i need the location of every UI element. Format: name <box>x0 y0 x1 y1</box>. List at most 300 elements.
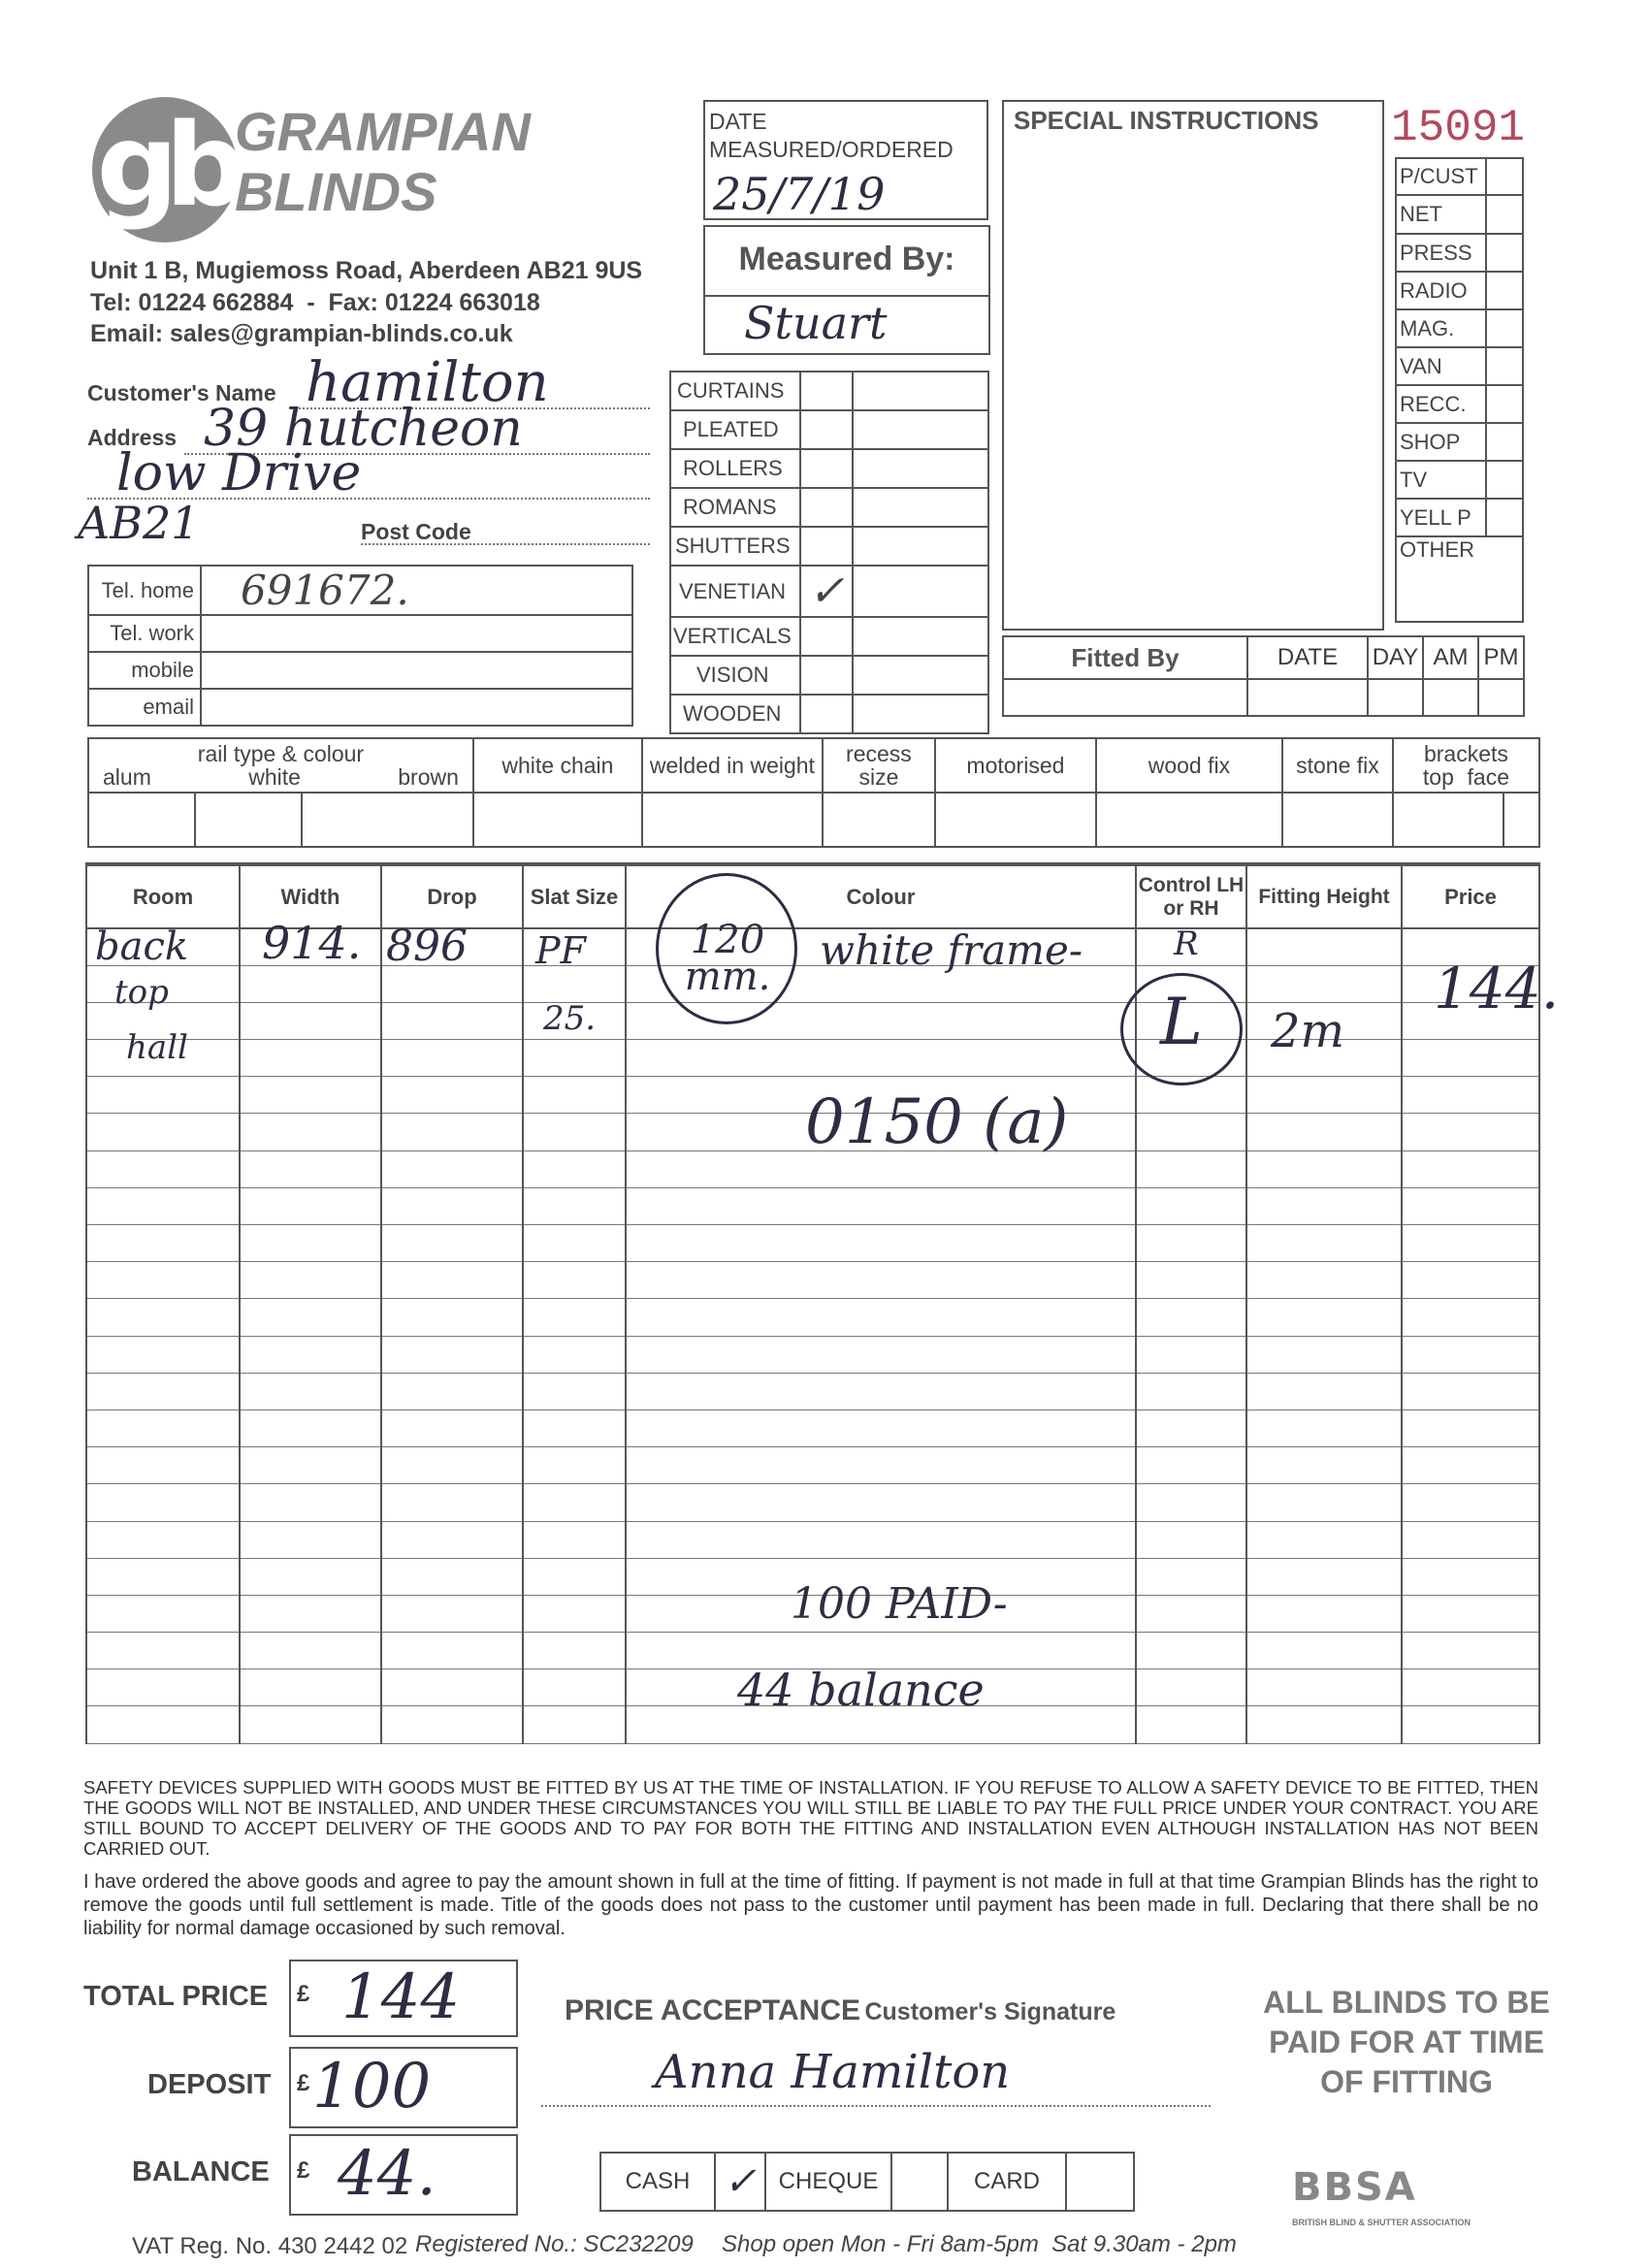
measured-by-box <box>703 225 990 355</box>
order-cell[interactable] <box>86 1409 240 1446</box>
order-cell[interactable] <box>523 1669 626 1706</box>
colour-code-note: 0150 (a) <box>805 1086 1069 1158</box>
deposit-value: 100 <box>312 2051 432 2122</box>
order-cell[interactable] <box>86 1595 240 1632</box>
order-cell[interactable] <box>523 1077 626 1114</box>
order-cell[interactable] <box>1246 1336 1402 1373</box>
order-cell[interactable] <box>1402 1040 1539 1077</box>
order-cell[interactable] <box>523 1558 626 1595</box>
source-label: RECC. <box>1396 385 1486 423</box>
brand-name-line1: GRAMPIAN <box>235 101 531 162</box>
company-email: Email: sales@grampian-blinds.co.uk <box>90 320 513 347</box>
order-cell[interactable] <box>1246 1409 1402 1446</box>
order-cell[interactable] <box>240 965 381 1002</box>
order-cell[interactable] <box>381 1150 523 1187</box>
option-cell[interactable] <box>823 793 935 847</box>
rail-alum-label: alum <box>103 764 151 790</box>
option-cell[interactable] <box>302 793 473 847</box>
order-cell[interactable] <box>240 1669 381 1706</box>
order-cell[interactable] <box>1246 1595 1402 1632</box>
cheque-checkbox[interactable] <box>891 2153 948 2211</box>
order-cell[interactable] <box>381 1114 523 1150</box>
source-label: PRESS <box>1396 234 1486 272</box>
product-type-check[interactable] <box>800 695 853 733</box>
option-cell[interactable] <box>1282 793 1393 847</box>
order-cell[interactable] <box>626 1262 1136 1299</box>
price-acceptance-label: PRICE ACCEPTANCE <box>565 1994 861 2026</box>
product-type-label: SHUTTERS <box>670 527 800 566</box>
order-row <box>86 1373 1539 1409</box>
order-cell[interactable] <box>626 1521 1136 1558</box>
price-value: 144. <box>1434 956 1560 1021</box>
order-cell[interactable] <box>1136 1409 1246 1446</box>
measured-by-label: Measured By: <box>705 227 988 297</box>
order-cell[interactable] <box>523 1225 626 1262</box>
phone-label: Tel. work <box>88 615 201 652</box>
order-cell[interactable] <box>1246 1150 1402 1187</box>
order-cell[interactable] <box>381 1262 523 1299</box>
white-chain-label: white chain <box>473 738 642 793</box>
order-cell[interactable] <box>1136 1299 1246 1336</box>
rail-brown-label: brown <box>398 764 459 790</box>
order-cell[interactable] <box>1246 1484 1402 1521</box>
card-checkbox[interactable] <box>1066 2153 1134 2211</box>
order-cell[interactable] <box>240 1336 381 1373</box>
order-cell[interactable] <box>523 1521 626 1558</box>
order-cell[interactable] <box>1402 1521 1539 1558</box>
product-type-table <box>669 371 989 734</box>
card-label: CARD <box>948 2153 1066 2211</box>
paid-note: 100 PAID- <box>791 1579 1008 1629</box>
bbsa-logo: BBSA <box>1292 2165 1417 2210</box>
product-type-label: ROLLERS <box>670 449 800 488</box>
safety-terms: SAFETY DEVICES SUPPLIED WITH GOODS MUST BE FITTED BY US AT THE TIME OF INSTALLATION. IF YOU REFUSE TO ALLOW A SAFETY DEVICE TO BE FITTED, THEN THE GOODS WILL NOT BE INSTALLED, AND UNDER THESE CIRCUMSTANCES YOU WILL STILL BE LIABLE TO PAY THE FULL PRICE UNDER YOUR CONTRACT. YOU ARE STILL BOUND TO ACCEPT DELIVERY OF THE GOODS AND TO PAY FOR BOTH THE FITTING AND INSTALLATION EVEN ALTHOUGH INSTALLATION HAS NOT BEEN CARRIED OUT. <box>83 1777 1538 1859</box>
source-label: TV <box>1396 461 1486 499</box>
date-box <box>703 100 988 220</box>
source-label: SHOP <box>1396 423 1486 461</box>
order-cell[interactable] <box>626 1409 1136 1446</box>
company-phone-fax: Tel: 01224 662884 - Fax: 01224 663018 <box>90 289 540 316</box>
order-cell[interactable] <box>1246 1521 1402 1558</box>
source-check[interactable] <box>1486 347 1523 385</box>
recess-size-label: recess size <box>823 738 935 793</box>
order-cell[interactable] <box>86 1706 240 1743</box>
product-type-label: VERTICALS <box>670 617 800 656</box>
fitted-date-label: DATE <box>1247 636 1368 679</box>
order-cell[interactable] <box>626 1299 1136 1336</box>
address-line2-value: low Drive <box>116 444 362 502</box>
order-cell[interactable] <box>381 1002 523 1039</box>
option-cell[interactable] <box>195 793 302 847</box>
order-cell[interactable] <box>626 1225 1136 1262</box>
order-cell[interactable] <box>1246 1558 1402 1595</box>
special-instructions-box <box>1002 100 1384 631</box>
fitted-by-cell[interactable] <box>1003 679 1247 716</box>
source-check[interactable] <box>1486 272 1523 309</box>
order-cell[interactable] <box>240 1150 381 1187</box>
order-cell[interactable] <box>86 1336 240 1373</box>
deposit-label: DEPOSIT <box>147 2069 272 2100</box>
phone-label: Tel. home <box>88 566 201 615</box>
order-cell[interactable] <box>626 1484 1136 1521</box>
order-cell[interactable] <box>86 1558 240 1595</box>
order-cell[interactable] <box>1402 1447 1539 1484</box>
col-colour-header: Colour <box>626 864 1136 928</box>
order-cell[interactable] <box>523 1299 626 1336</box>
order-cell[interactable] <box>381 1706 523 1743</box>
order-cell[interactable] <box>240 1706 381 1743</box>
order-cell[interactable] <box>86 1077 240 1114</box>
order-cell[interactable] <box>1402 1595 1539 1632</box>
options-table <box>87 737 1540 848</box>
order-cell[interactable] <box>1402 1150 1539 1187</box>
order-cell[interactable] <box>240 1262 381 1299</box>
postcode-label: Post Code <box>361 519 471 544</box>
order-cell[interactable] <box>523 1633 626 1669</box>
col-drop-header: Drop <box>381 864 523 928</box>
order-cell[interactable] <box>1136 1114 1246 1150</box>
product-type-label: CURTAINS <box>670 372 800 410</box>
product-type-check[interactable] <box>800 410 853 449</box>
order-cell[interactable] <box>86 1262 240 1299</box>
control-value: L <box>1160 985 1203 1059</box>
source-check[interactable] <box>1486 309 1523 347</box>
order-cell[interactable] <box>1136 1706 1246 1743</box>
col-fitting-height-header: Fitting Height <box>1246 864 1402 928</box>
source-label: OTHER <box>1396 536 1523 622</box>
order-cell[interactable] <box>381 1299 523 1336</box>
source-label: NET <box>1396 195 1486 234</box>
fitted-day-label: DAY <box>1368 636 1423 679</box>
order-cell[interactable] <box>1246 1114 1402 1150</box>
colour-code-value: 120 mm. <box>684 918 771 999</box>
cash-checkbox[interactable]: ✓ <box>715 2153 765 2211</box>
phone-value <box>201 615 632 652</box>
fitted-day-cell[interactable] <box>1368 679 1423 716</box>
order-cell[interactable] <box>86 1633 240 1669</box>
order-cell[interactable] <box>523 1706 626 1743</box>
order-cell[interactable] <box>1402 1299 1539 1336</box>
payment-method-table <box>599 2152 1135 2212</box>
phone-value: 691672. <box>201 566 632 615</box>
order-cell[interactable] <box>1402 1114 1539 1150</box>
order-cell[interactable] <box>1402 1077 1539 1114</box>
order-cell[interactable] <box>86 1447 240 1484</box>
source-check[interactable] <box>1486 499 1523 536</box>
order-cell[interactable] <box>523 1262 626 1299</box>
order-cell[interactable] <box>381 1447 523 1484</box>
order-cell[interactable] <box>1402 1225 1539 1262</box>
balance-note: 44 balance <box>737 1664 985 1716</box>
source-label: MAG. <box>1396 309 1486 347</box>
option-cell[interactable] <box>1504 793 1539 847</box>
product-type-check[interactable] <box>800 656 853 695</box>
product-type-check[interactable] <box>800 527 853 566</box>
order-cell[interactable] <box>523 1409 626 1446</box>
source-check[interactable] <box>1486 461 1523 499</box>
order-cell[interactable] <box>1402 1373 1539 1409</box>
brackets-header <box>1393 738 1539 793</box>
order-cell[interactable] <box>381 1373 523 1409</box>
venetian-checkmark[interactable]: ✓ <box>800 566 853 617</box>
order-row <box>86 1262 1539 1299</box>
product-type-label: ROMANS <box>670 488 800 527</box>
order-cell[interactable] <box>381 1521 523 1558</box>
order-cell[interactable] <box>1402 1336 1539 1373</box>
option-cell[interactable] <box>935 793 1096 847</box>
order-cell[interactable] <box>1246 1225 1402 1262</box>
welded-weight-label: welded in weight <box>642 738 823 793</box>
rail-type-title: rail type & colour <box>197 741 365 766</box>
order-cell[interactable] <box>381 1040 523 1077</box>
fitted-am-cell[interactable] <box>1423 679 1478 716</box>
order-cell[interactable] <box>240 1521 381 1558</box>
order-cell[interactable] <box>240 1077 381 1114</box>
order-cell[interactable] <box>1136 1521 1246 1558</box>
slat-line-2: 25. <box>543 999 597 1038</box>
order-cell[interactable] <box>523 1336 626 1373</box>
address-label: Address <box>87 425 178 450</box>
product-type-check[interactable] <box>800 617 853 656</box>
order-cell[interactable] <box>1246 1633 1402 1669</box>
stone-fix-label: stone fix <box>1282 738 1393 793</box>
order-cell[interactable] <box>523 1595 626 1632</box>
fitted-date-cell[interactable] <box>1247 679 1368 716</box>
order-cell[interactable] <box>523 1447 626 1484</box>
fitted-am-label: AM <box>1423 636 1478 679</box>
order-cell[interactable] <box>1402 1633 1539 1669</box>
order-cell[interactable] <box>1246 1373 1402 1409</box>
room-line-2: top <box>114 973 169 1012</box>
order-cell[interactable] <box>1402 1409 1539 1446</box>
order-cell[interactable] <box>1136 1150 1246 1187</box>
option-cell[interactable] <box>473 793 642 847</box>
order-cell[interactable] <box>86 1187 240 1224</box>
order-cell[interactable] <box>1402 1484 1539 1521</box>
order-cell[interactable] <box>86 1114 240 1150</box>
customer-signature: Anna Hamilton <box>655 2045 1011 2099</box>
source-check[interactable] <box>1486 195 1523 234</box>
order-row <box>86 1187 1539 1224</box>
order-number: 15091 <box>1391 103 1526 153</box>
order-cell[interactable] <box>86 1150 240 1187</box>
postcode-dotted-line <box>361 543 650 545</box>
option-cell[interactable] <box>1096 793 1282 847</box>
company-logo: gb <box>96 98 234 232</box>
order-cell[interactable] <box>1246 1077 1402 1114</box>
order-cell[interactable] <box>1402 1262 1539 1299</box>
order-cell[interactable] <box>240 1447 381 1484</box>
order-cell[interactable] <box>1136 1262 1246 1299</box>
balance-label: BALANCE <box>132 2156 270 2187</box>
bbsa-caption: BRITISH BLIND & SHUTTER ASSOCIATION <box>1292 2218 1471 2227</box>
col-control-header: Control LH or RH <box>1136 864 1246 928</box>
option-cell[interactable] <box>642 793 823 847</box>
order-row <box>86 1336 1539 1373</box>
order-cell[interactable] <box>626 1187 1136 1224</box>
order-cell[interactable] <box>1136 1595 1246 1632</box>
postcode-value: AB21 <box>78 497 200 549</box>
brackets-label: brackets <box>1423 741 1508 766</box>
colour-value: white frame- <box>820 926 1083 974</box>
fitted-by-label: Fitted By <box>1003 636 1247 679</box>
order-cell[interactable] <box>240 1299 381 1336</box>
brackets-face-label: face <box>1467 764 1509 790</box>
option-cell[interactable] <box>1393 793 1504 847</box>
col-width-header: Width <box>240 864 381 928</box>
order-cell[interactable] <box>1246 1299 1402 1336</box>
order-cell[interactable] <box>1402 1558 1539 1595</box>
order-cell[interactable] <box>86 1373 240 1409</box>
vat-number: VAT Reg. No. 430 2442 02 <box>132 2233 408 2259</box>
order-cell[interactable] <box>1136 1484 1246 1521</box>
source-label: P/CUST <box>1396 158 1486 195</box>
measured-by-value: Stuart <box>744 297 888 349</box>
cash-label: CASH <box>600 2153 715 2211</box>
order-cell[interactable] <box>1136 1633 1246 1669</box>
payment-terms: I have ordered the above goods and agree to pay the amount shown in full at the time of fitting. If payment is not made in full at that time Grampian Blinds has the right to remove the goods until full settlement is made. Title of the goods does not pass to the customer until payment has been made in full. Declaring that there shall be no liability for normal damage occasioned by such removal. <box>83 1871 1538 1939</box>
col-price-header: Price <box>1402 864 1539 928</box>
order-cell[interactable] <box>1246 965 1402 1002</box>
order-cell[interactable] <box>1246 928 1402 965</box>
order-cell[interactable] <box>523 1040 626 1077</box>
order-cell[interactable] <box>1402 1706 1539 1743</box>
order-cell[interactable] <box>523 1114 626 1150</box>
source-label: YELL P <box>1396 499 1486 536</box>
order-cell[interactable] <box>1246 1706 1402 1743</box>
company-address: Unit 1 B, Mugiemoss Road, Aberdeen AB21 9US <box>90 257 643 284</box>
order-cell[interactable] <box>240 1040 381 1077</box>
order-cell[interactable] <box>381 1336 523 1373</box>
order-cell[interactable] <box>240 1409 381 1446</box>
order-cell[interactable] <box>240 1558 381 1595</box>
order-row <box>86 1409 1539 1446</box>
phone-value <box>201 689 632 726</box>
order-cell[interactable] <box>86 1521 240 1558</box>
order-cell[interactable] <box>381 1077 523 1114</box>
order-cell[interactable] <box>381 1484 523 1521</box>
order-cell[interactable] <box>626 1447 1136 1484</box>
brand-name-line2: BLINDS <box>235 161 437 222</box>
order-cell[interactable] <box>1136 1447 1246 1484</box>
order-cell[interactable] <box>1136 1187 1246 1224</box>
total-price-value: 144 <box>341 1961 461 2033</box>
col-slat-header: Slat Size <box>523 864 626 928</box>
signature-label: Customer's Signature <box>864 1998 1116 2025</box>
order-cell[interactable] <box>381 1633 523 1669</box>
order-cell[interactable] <box>240 1114 381 1150</box>
order-cell[interactable] <box>240 1002 381 1039</box>
cheque-label: CHEQUE <box>765 2153 891 2211</box>
order-cell[interactable] <box>381 1187 523 1224</box>
product-type-check[interactable] <box>800 488 853 527</box>
fitted-pm-label: PM <box>1478 636 1524 679</box>
order-cell[interactable] <box>1402 1187 1539 1224</box>
option-cell[interactable] <box>88 793 195 847</box>
order-cell[interactable] <box>240 1595 381 1632</box>
order-cell[interactable] <box>1246 1447 1402 1484</box>
room-line-1: back <box>95 924 189 969</box>
order-cell[interactable] <box>1136 1336 1246 1373</box>
source-check[interactable] <box>1486 158 1523 195</box>
currency-symbol: £ <box>297 1981 310 2007</box>
balance-box[interactable] <box>289 2134 518 2216</box>
order-cell[interactable] <box>523 1150 626 1187</box>
order-cell[interactable] <box>1136 1373 1246 1409</box>
order-cell[interactable] <box>240 1633 381 1669</box>
deposit-box[interactable] <box>289 2047 518 2128</box>
payment-notice: ALL BLINDS TO BE PAID FOR AT TIME OF FITTING <box>1263 1985 1550 2099</box>
order-cell[interactable] <box>1246 1187 1402 1224</box>
order-cell[interactable] <box>86 1225 240 1262</box>
order-cell[interactable] <box>240 1187 381 1224</box>
order-cell[interactable] <box>1136 1558 1246 1595</box>
product-type-check[interactable] <box>800 449 853 488</box>
order-cell[interactable] <box>240 1484 381 1521</box>
phone-table <box>87 565 633 727</box>
order-cell[interactable] <box>1246 1669 1402 1706</box>
order-row <box>86 1484 1539 1521</box>
special-instructions-label: SPECIAL INSTRUCTIONS <box>1014 106 1319 135</box>
order-cell[interactable] <box>1246 1262 1402 1299</box>
order-cell[interactable] <box>86 1669 240 1706</box>
date-label: DATE MEASURED/ORDERED <box>709 109 954 162</box>
order-cell[interactable] <box>381 1558 523 1595</box>
product-type-label: WOODEN <box>670 695 800 733</box>
order-cell[interactable] <box>240 1225 381 1262</box>
customer-name-value: hamilton <box>306 351 549 414</box>
order-cell[interactable] <box>1136 1669 1246 1706</box>
currency-symbol: £ <box>297 2157 310 2184</box>
order-cell[interactable] <box>381 1669 523 1706</box>
col-room-header: Room <box>86 864 240 928</box>
order-cell[interactable] <box>240 1373 381 1409</box>
total-price-box[interactable] <box>289 1960 518 2037</box>
source-label: VAN <box>1396 347 1486 385</box>
order-cell[interactable] <box>86 1299 240 1336</box>
width-value: 914. <box>262 917 362 969</box>
order-cell[interactable] <box>381 1595 523 1632</box>
source-check[interactable] <box>1486 234 1523 272</box>
order-cell[interactable] <box>523 1373 626 1409</box>
product-type-label: VENETIAN <box>670 566 800 617</box>
order-cell[interactable] <box>1402 1669 1539 1706</box>
order-cell[interactable] <box>86 1484 240 1521</box>
product-type-label: PLEATED <box>670 410 800 449</box>
order-row <box>86 965 1539 1002</box>
fitted-pm-cell[interactable] <box>1478 679 1524 716</box>
total-price-label: TOTAL PRICE <box>83 1981 269 2012</box>
source-check[interactable] <box>1486 385 1523 423</box>
order-cell[interactable] <box>626 1040 1136 1077</box>
order-cell[interactable] <box>381 1409 523 1446</box>
order-cell[interactable] <box>626 1373 1136 1409</box>
source-check[interactable] <box>1486 423 1523 461</box>
fitting-height-value: 2m <box>1271 1004 1345 1058</box>
fitted-by-table <box>1002 635 1525 717</box>
customer-name-label: Customer's Name <box>87 380 276 405</box>
control-top-mark: R <box>1174 924 1199 963</box>
order-cell[interactable] <box>523 1484 626 1521</box>
source-table <box>1395 157 1524 623</box>
order-cell[interactable] <box>626 1336 1136 1373</box>
order-cell[interactable] <box>523 1187 626 1224</box>
order-cell[interactable] <box>381 1225 523 1262</box>
address-line1-value: 39 hutcheon <box>204 400 523 458</box>
product-type-check[interactable] <box>800 372 853 410</box>
order-cell[interactable] <box>1136 1225 1246 1262</box>
order-row <box>86 1225 1539 1262</box>
